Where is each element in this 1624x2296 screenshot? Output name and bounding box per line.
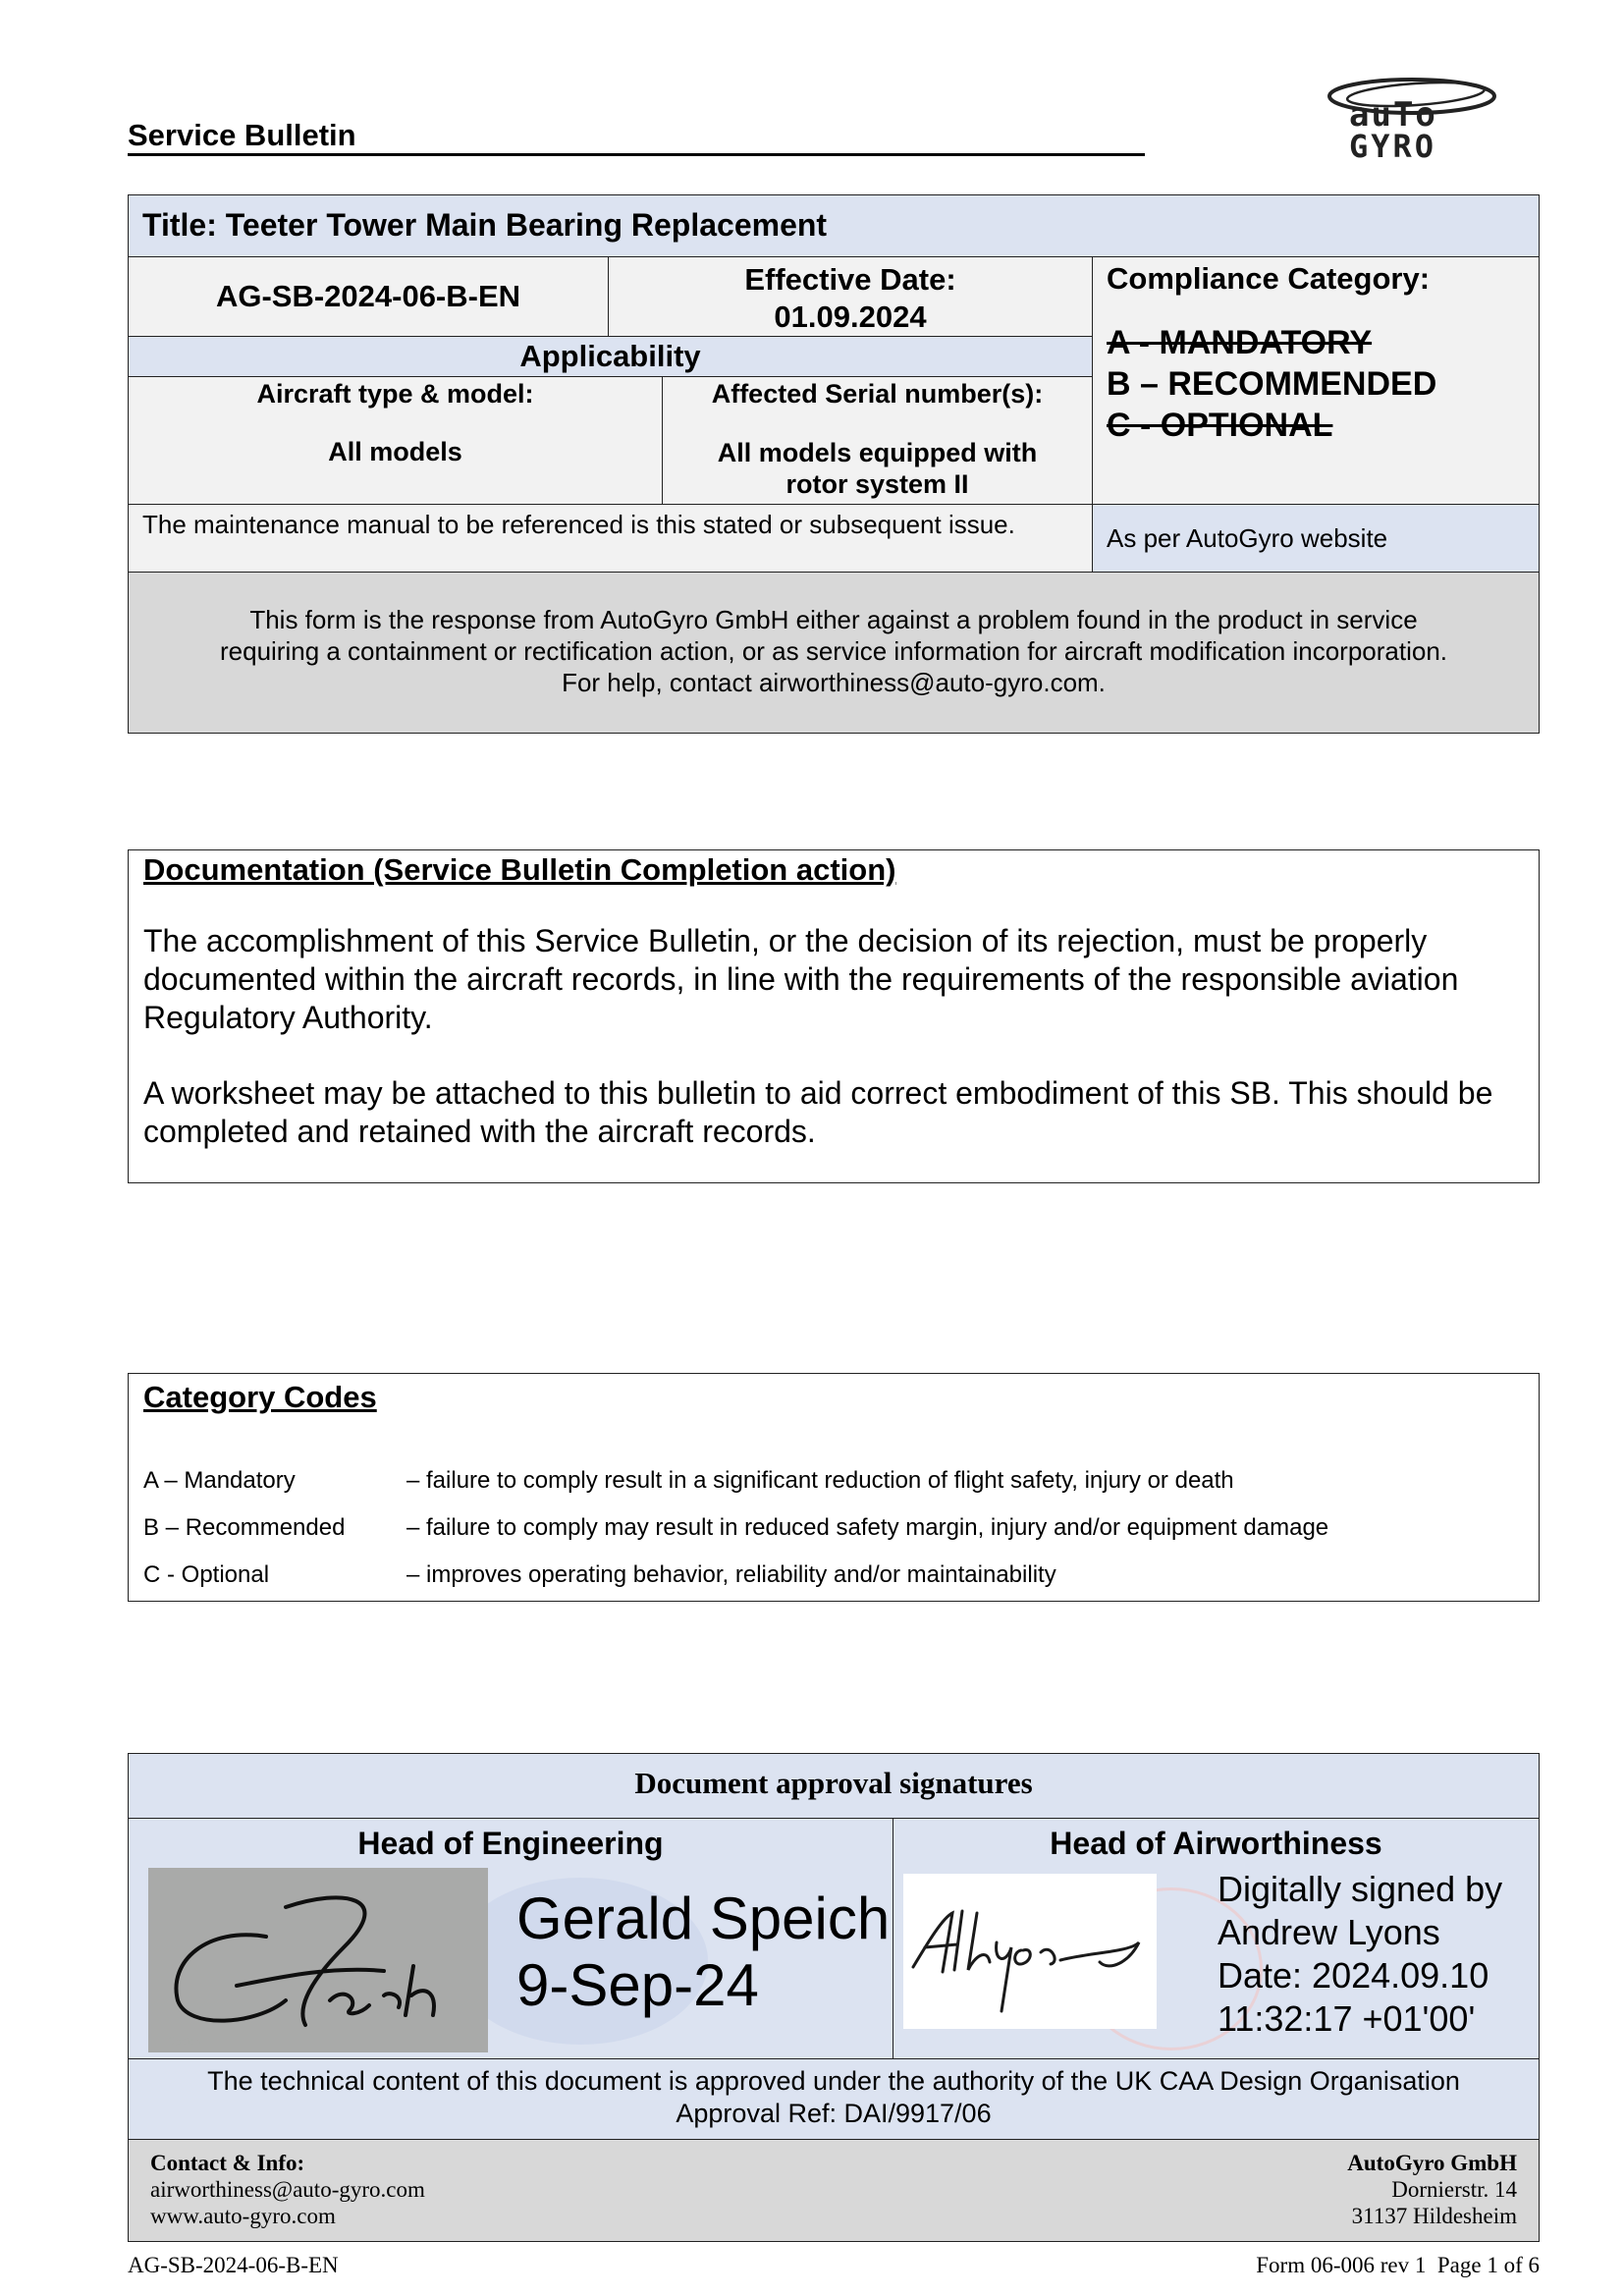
applicability-heading: Applicability <box>128 336 1093 377</box>
compliance-label: Compliance Category: <box>1107 261 1431 296</box>
contact-label: Contact & Info: <box>150 2151 305 2175</box>
digital-signature-text <box>1218 1868 1502 2041</box>
documentation-paragraph-2: A worksheet may be attached to this bulletin to aid correct embodiment of this SB. This should be completed and retained with the aircraft records. <box>143 1075 1493 1149</box>
compliance-option-recommended: B – RECOMMENDED <box>1107 365 1437 403</box>
form-notice <box>128 572 1540 734</box>
notice-line-3: For help, contact airworthiness@auto-gyro.com. <box>562 668 1106 697</box>
bulletin-title: Title: Teeter Tower Main Bearing Replacement <box>128 194 1540 257</box>
svg-text:GYRO: GYRO <box>1349 128 1437 163</box>
category-code: C - Optional <box>143 1561 270 1588</box>
effective-date-cell <box>608 256 1093 337</box>
contact-address-block <box>1347 2150 1517 2229</box>
category-description: – improves operating behavior, reliability and/or maintainability <box>406 1561 1056 1588</box>
compliance-category-cell <box>1092 256 1540 505</box>
caa-note-line-2: Approval Ref: DAI/9917/06 <box>676 2099 992 2128</box>
digital-signature-line-3: Date: 2024.09.10 <box>1218 1955 1489 1995</box>
company-street: Dornierstr. 14 <box>1391 2177 1517 2202</box>
serial-number-value <box>663 437 1092 500</box>
serial-number-cell <box>662 376 1093 505</box>
company-city: 31137 Hildesheim <box>1351 2204 1517 2228</box>
serial-value-line-2: rotor system II <box>785 469 969 499</box>
footer-form-page: Form 06-006 rev 1 Page 1 of 6 <box>1256 2253 1540 2277</box>
category-codes-section <box>128 1373 1540 1602</box>
category-code: B – Recommended <box>143 1514 346 1541</box>
aircraft-type-value: All models <box>328 437 462 466</box>
effective-date-value: 01.09.2024 <box>774 300 927 334</box>
contact-website: www.auto-gyro.com <box>150 2204 336 2228</box>
engineering-signatory <box>516 1886 890 2019</box>
svg-text:Ahlyons: Ahlyons <box>911 2013 951 2024</box>
maintenance-manual-source: As per AutoGyro website <box>1092 504 1540 573</box>
digital-signature-line-4: 11:32:17 +01'00' <box>1218 1998 1476 2039</box>
documentation-paragraph-1: The accomplishment of this Service Bulletin, or the decision of its rejection, must be properly documented within the aircraft records, in line with the requirements of the responsible aviation Regulatory Authority. <box>143 923 1459 1035</box>
caa-note-line-1: The technical content of this document is approved under the authority of the UK CAA Design Organisation <box>207 2066 1460 2096</box>
approval-heading: Document approval signatures <box>128 1753 1540 1819</box>
compliance-option-mandatory: A - MANDATORY <box>1107 324 1373 361</box>
category-code: A – Mandatory <box>143 1467 296 1494</box>
engineering-signature-date: 9-Sep-24 <box>516 1952 759 2018</box>
document-type-heading: Service Bulletin <box>128 118 356 152</box>
category-description: – failure to comply may result in reduced safety margin, injury and/or equipment damage <box>406 1514 1329 1541</box>
compliance-option-optional: C - OPTIONAL <box>1107 407 1333 444</box>
contact-left-block <box>150 2150 425 2229</box>
digital-signature-line-2: Andrew Lyons <box>1218 1912 1440 1952</box>
serial-value-line-1: All models equipped with <box>717 438 1038 467</box>
svg-text:Speich: Speich <box>168 2037 202 2048</box>
aircraft-type-label: Aircraft type & model: <box>256 379 534 409</box>
header-rule <box>128 153 1145 156</box>
contact-info <box>128 2139 1540 2242</box>
caa-approval-note <box>128 2058 1540 2140</box>
airworthiness-signature-image <box>903 1874 1157 2029</box>
footer-document-reference: AG-SB-2024-06-B-EN <box>128 2253 339 2277</box>
digital-signature-line-1: Digitally signed by <box>1218 1869 1503 1909</box>
contact-email: airworthiness@auto-gyro.com <box>150 2177 425 2202</box>
autogyro-logo <box>1326 75 1498 163</box>
effective-date-label: Effective Date: <box>744 262 956 297</box>
category-codes-heading: Category Codes <box>143 1380 377 1414</box>
company-name: AutoGyro GmbH <box>1347 2151 1517 2175</box>
serial-number-label: Affected Serial number(s): <box>711 379 1044 409</box>
svg-text:auTo: auTo <box>1349 95 1437 135</box>
documentation-section <box>128 849 1540 1183</box>
maintenance-manual-note: The maintenance manual to be referenced is this stated or subsequent issue. <box>128 504 1093 573</box>
head-of-airworthiness-title: Head of Airworthiness <box>1050 1826 1382 1861</box>
head-of-engineering-title: Head of Engineering <box>357 1826 664 1861</box>
engineering-signatory-name: Gerald Speich <box>516 1886 891 1951</box>
head-of-engineering-cell <box>128 1818 893 2059</box>
head-of-airworthiness-cell <box>893 1818 1540 2059</box>
sb-number: AG-SB-2024-06-B-EN <box>128 256 609 337</box>
engineering-signature-image <box>148 1868 488 2052</box>
documentation-heading: Documentation (Service Bulletin Completion action) <box>143 852 896 887</box>
aircraft-type-cell <box>128 376 663 505</box>
notice-line-1: This form is the response from AutoGyro GmbH either against a problem found in the product in service <box>249 605 1418 634</box>
notice-line-2: requiring a containment or rectification action, or as service information for aircraft modification incorporation. <box>219 636 1448 666</box>
category-description: – failure to comply result in a significant reduction of flight safety, injury or death <box>406 1467 1234 1494</box>
